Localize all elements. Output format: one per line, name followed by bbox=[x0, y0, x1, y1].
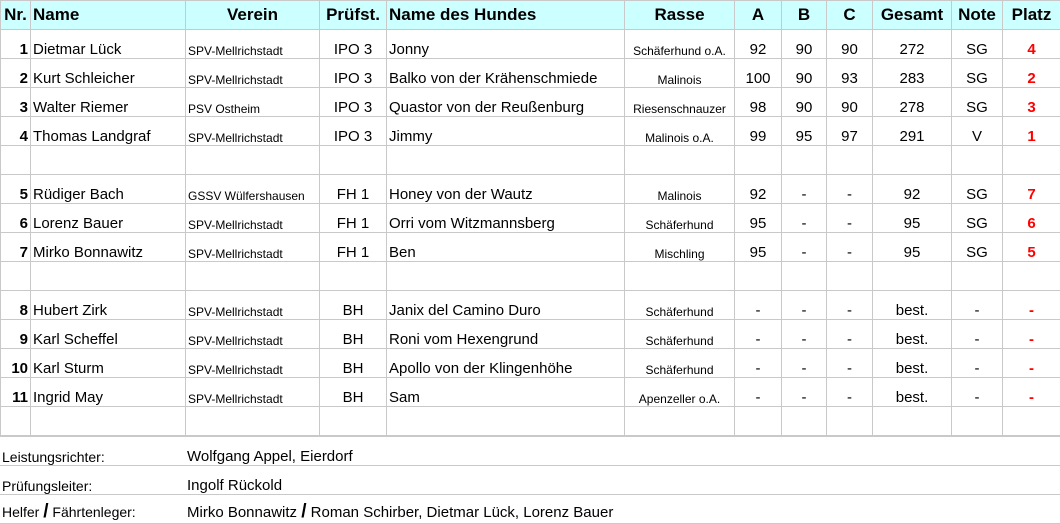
helfer-label-a: Helfer bbox=[2, 504, 39, 520]
table-row bbox=[1, 291, 1060, 320]
header-nr: Nr. bbox=[1, 1, 31, 30]
cell-platz: - bbox=[1003, 378, 1060, 407]
cell-platz: 5 bbox=[1003, 233, 1060, 262]
leistungsrichter-value: Wolfgang Appel, Eierdorf bbox=[185, 437, 630, 466]
cell-b: - bbox=[782, 175, 827, 204]
cell-hund: Janix del Camino Duro bbox=[387, 291, 625, 320]
header-c: C bbox=[827, 1, 873, 30]
cell-pruefst: BH bbox=[320, 320, 387, 349]
cell-hund: Honey von der Wautz bbox=[387, 175, 625, 204]
cell-b: - bbox=[782, 349, 827, 378]
cell-verein: PSV Ostheim bbox=[186, 88, 320, 117]
cell-pruefst: IPO 3 bbox=[320, 88, 387, 117]
cell-rasse: Schäferhund bbox=[625, 204, 735, 233]
spacer-row bbox=[1, 407, 1060, 436]
cell-rasse: Schäferhund o.A. bbox=[625, 30, 735, 59]
cell-name: Rüdiger Bach bbox=[31, 175, 186, 204]
cell-gesamt: best. bbox=[873, 320, 952, 349]
cell-pruefst: BH bbox=[320, 291, 387, 320]
cell-platz: - bbox=[1003, 291, 1060, 320]
cell-nr: 1 bbox=[1, 30, 31, 59]
cell-note: - bbox=[952, 349, 1003, 378]
cell-rasse: Schäferhund bbox=[625, 291, 735, 320]
cell-verein: SPV-Mellrichstadt bbox=[186, 233, 320, 262]
cell-name: Hubert Zirk bbox=[31, 291, 186, 320]
cell-nr: 8 bbox=[1, 291, 31, 320]
table-row bbox=[1, 349, 1060, 378]
cell-pruefst: IPO 3 bbox=[320, 59, 387, 88]
cell-pruefst: BH bbox=[320, 378, 387, 407]
cell-name: Karl Sturm bbox=[31, 349, 186, 378]
cell-a: 98 bbox=[735, 88, 782, 117]
cell-hund: Orri vom Witzmannsberg bbox=[387, 204, 625, 233]
header-note: Note bbox=[952, 1, 1003, 30]
spacer-row bbox=[1, 262, 1060, 291]
helfer-value-b: Roman Schirber, Dietmar Lück, Lorenz Bauer bbox=[311, 504, 614, 521]
header-platz: Platz bbox=[1003, 1, 1060, 30]
header-hund: Name des Hundes bbox=[387, 1, 625, 30]
cell-rasse: Riesenschnauzer bbox=[625, 88, 735, 117]
cell-rasse: Malinois bbox=[625, 59, 735, 88]
cell-verein: SPV-Mellrichstadt bbox=[186, 59, 320, 88]
cell-pruefst: FH 1 bbox=[320, 175, 387, 204]
cell-c: 90 bbox=[827, 30, 873, 59]
cell-c: - bbox=[827, 291, 873, 320]
cell-note: SG bbox=[952, 233, 1003, 262]
cell-gesamt: 272 bbox=[873, 30, 952, 59]
cell-pruefst: FH 1 bbox=[320, 233, 387, 262]
cell-gesamt: 278 bbox=[873, 88, 952, 117]
spacer-row bbox=[1, 146, 1060, 175]
header-verein: Verein bbox=[186, 1, 320, 30]
cell-a: 92 bbox=[735, 30, 782, 59]
cell-hund: Jimmy bbox=[387, 117, 625, 146]
header-a: A bbox=[735, 1, 782, 30]
cell-hund: Quastor von der Reußenburg bbox=[387, 88, 625, 117]
cell-platz: 3 bbox=[1003, 88, 1060, 117]
cell-note: SG bbox=[952, 204, 1003, 233]
cell-name: Thomas Landgraf bbox=[31, 117, 186, 146]
cell-platz: 4 bbox=[1003, 30, 1060, 59]
cell-hund: Jonny bbox=[387, 30, 625, 59]
cell-verein: SPV-Mellrichstadt bbox=[186, 291, 320, 320]
footer-row-leistungsrichter bbox=[0, 437, 1060, 466]
cell-nr: 6 bbox=[1, 204, 31, 233]
cell-name: Lorenz Bauer bbox=[31, 204, 186, 233]
cell-rasse: Schäferhund bbox=[625, 320, 735, 349]
cell-a: 99 bbox=[735, 117, 782, 146]
cell-b: - bbox=[782, 233, 827, 262]
cell-platz: 6 bbox=[1003, 204, 1060, 233]
cell-hund: Ben bbox=[387, 233, 625, 262]
cell-gesamt: 283 bbox=[873, 59, 952, 88]
cell-b: 95 bbox=[782, 117, 827, 146]
cell-c: 97 bbox=[827, 117, 873, 146]
table-row bbox=[1, 204, 1060, 233]
cell-name: Mirko Bonnawitz bbox=[31, 233, 186, 262]
header-gesamt: Gesamt bbox=[873, 1, 952, 30]
cell-nr: 10 bbox=[1, 349, 31, 378]
header-b: B bbox=[782, 1, 827, 30]
cell-rasse: Malinois bbox=[625, 175, 735, 204]
cell-platz: - bbox=[1003, 320, 1060, 349]
cell-c: - bbox=[827, 204, 873, 233]
cell-hund: Apollo von der Klingenhöhe bbox=[387, 349, 625, 378]
header-pruefst: Prüfst. bbox=[320, 1, 387, 30]
cell-gesamt: best. bbox=[873, 291, 952, 320]
cell-pruefst: IPO 3 bbox=[320, 30, 387, 59]
cell-platz: 2 bbox=[1003, 59, 1060, 88]
helfer-label bbox=[0, 495, 185, 524]
header-row bbox=[1, 1, 1060, 30]
cell-name: Karl Scheffel bbox=[31, 320, 186, 349]
cell-note: SG bbox=[952, 175, 1003, 204]
table-row bbox=[1, 378, 1060, 407]
cell-name: Kurt Schleicher bbox=[31, 59, 186, 88]
cell-pruefst: IPO 3 bbox=[320, 117, 387, 146]
cell-nr: 4 bbox=[1, 117, 31, 146]
cell-nr: 5 bbox=[1, 175, 31, 204]
cell-rasse: Apenzeller o.A. bbox=[625, 378, 735, 407]
cell-name: Walter Riemer bbox=[31, 88, 186, 117]
cell-name: Ingrid May bbox=[31, 378, 186, 407]
cell-name: Dietmar Lück bbox=[31, 30, 186, 59]
cell-c: - bbox=[827, 175, 873, 204]
cell-platz: 1 bbox=[1003, 117, 1060, 146]
cell-nr: 9 bbox=[1, 320, 31, 349]
leistungsrichter-label: Leistungsrichter: bbox=[0, 437, 185, 466]
cell-a: - bbox=[735, 349, 782, 378]
cell-hund: Sam bbox=[387, 378, 625, 407]
slash-separator: / bbox=[43, 501, 48, 522]
cell-nr: 11 bbox=[1, 378, 31, 407]
helfer-value bbox=[185, 495, 1060, 524]
table-row bbox=[1, 59, 1060, 88]
cell-b: 90 bbox=[782, 88, 827, 117]
footer-row-helfer bbox=[0, 495, 1060, 524]
cell-note: SG bbox=[952, 88, 1003, 117]
cell-pruefst: FH 1 bbox=[320, 204, 387, 233]
cell-platz: - bbox=[1003, 349, 1060, 378]
header-name: Name bbox=[31, 1, 186, 30]
cell-rasse: Malinois o.A. bbox=[625, 117, 735, 146]
cell-pruefst: BH bbox=[320, 349, 387, 378]
cell-rasse: Mischling bbox=[625, 233, 735, 262]
cell-a: 100 bbox=[735, 59, 782, 88]
pruefungsleiter-value: Ingolf Rückold bbox=[185, 466, 630, 495]
cell-a: - bbox=[735, 291, 782, 320]
header-rasse: Rasse bbox=[625, 1, 735, 30]
cell-gesamt: 291 bbox=[873, 117, 952, 146]
cell-c: - bbox=[827, 378, 873, 407]
cell-verein: SPV-Mellrichstadt bbox=[186, 378, 320, 407]
table-row bbox=[1, 175, 1060, 204]
cell-gesamt: 92 bbox=[873, 175, 952, 204]
cell-c: - bbox=[827, 233, 873, 262]
cell-gesamt: 95 bbox=[873, 233, 952, 262]
cell-nr: 2 bbox=[1, 59, 31, 88]
table-row bbox=[1, 233, 1060, 262]
cell-verein: SPV-Mellrichstadt bbox=[186, 30, 320, 59]
cell-note: SG bbox=[952, 59, 1003, 88]
cell-a: - bbox=[735, 378, 782, 407]
cell-gesamt: 95 bbox=[873, 204, 952, 233]
cell-b: - bbox=[782, 204, 827, 233]
table-row bbox=[1, 117, 1060, 146]
cell-nr: 7 bbox=[1, 233, 31, 262]
cell-a: 92 bbox=[735, 175, 782, 204]
cell-note: SG bbox=[952, 30, 1003, 59]
cell-verein: SPV-Mellrichstadt bbox=[186, 320, 320, 349]
cell-b: - bbox=[782, 378, 827, 407]
cell-hund: Roni vom Hexengrund bbox=[387, 320, 625, 349]
cell-b: 90 bbox=[782, 30, 827, 59]
cell-b: 90 bbox=[782, 59, 827, 88]
helfer-value-a: Mirko Bonnawitz bbox=[187, 504, 297, 521]
footer-row-pruefungsleiter bbox=[0, 466, 1060, 495]
table-row bbox=[1, 30, 1060, 59]
cell-a: - bbox=[735, 320, 782, 349]
cell-note: - bbox=[952, 378, 1003, 407]
cell-note: V bbox=[952, 117, 1003, 146]
cell-verein: SPV-Mellrichstadt bbox=[186, 349, 320, 378]
pruefungsleiter-label: Prüfungsleiter: bbox=[0, 466, 185, 495]
slash-separator-2: / bbox=[301, 501, 306, 522]
cell-verein: SPV-Mellrichstadt bbox=[186, 204, 320, 233]
cell-b: - bbox=[782, 320, 827, 349]
cell-a: 95 bbox=[735, 233, 782, 262]
cell-b: - bbox=[782, 291, 827, 320]
cell-rasse: Schäferhund bbox=[625, 349, 735, 378]
cell-gesamt: best. bbox=[873, 349, 952, 378]
cell-c: - bbox=[827, 349, 873, 378]
table-row bbox=[1, 320, 1060, 349]
cell-c: - bbox=[827, 320, 873, 349]
cell-platz: 7 bbox=[1003, 175, 1060, 204]
cell-a: 95 bbox=[735, 204, 782, 233]
cell-c: 90 bbox=[827, 88, 873, 117]
cell-nr: 3 bbox=[1, 88, 31, 117]
cell-note: - bbox=[952, 320, 1003, 349]
footer-table bbox=[0, 436, 1060, 524]
cell-hund: Balko von der Krähenschmiede bbox=[387, 59, 625, 88]
cell-verein: SPV-Mellrichstadt bbox=[186, 117, 320, 146]
cell-gesamt: best. bbox=[873, 378, 952, 407]
cell-verein: GSSV Wülfershausen bbox=[186, 175, 320, 204]
table-row bbox=[1, 88, 1060, 117]
helfer-label-b: Fährtenleger: bbox=[52, 504, 135, 520]
cell-c: 93 bbox=[827, 59, 873, 88]
cell-note: - bbox=[952, 291, 1003, 320]
